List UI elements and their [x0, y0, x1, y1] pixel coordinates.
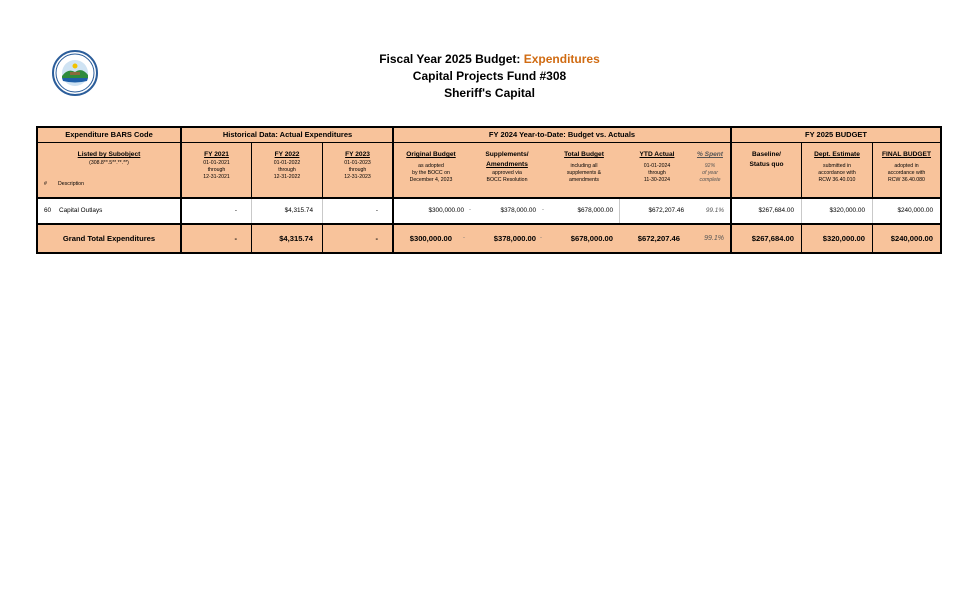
fund-title: Capital Projects Fund #308: [412, 69, 567, 83]
col-fy2022-title: FY 2022: [274, 151, 300, 158]
col-final-l2: accordance with: [887, 170, 926, 176]
col-fy2021-through: through: [207, 167, 226, 173]
department-title: Sheriff's Capital: [444, 86, 535, 100]
grand-fy2021: -: [234, 234, 237, 243]
col-fy2022-start: 01-01-2022: [273, 160, 301, 166]
col-supplements-title-b: Amendments: [486, 161, 528, 168]
col-final-l3: RCW 36.40.080: [888, 177, 925, 183]
col-dept-l1: submitted in: [823, 163, 851, 169]
expenditure-table: [36, 126, 942, 254]
col-ytd-l3: 11-30-2024: [643, 177, 671, 183]
col-supplements-header: [471, 150, 543, 184]
bars-subheader: [38, 150, 180, 167]
col-final-header: [873, 150, 940, 184]
col-pct-l3: complete: [699, 177, 721, 183]
col-fy2022-through: through: [278, 167, 296, 173]
col-final-title: FINAL BUDGET: [882, 151, 931, 158]
col-fy2022-end: 12-31-2022: [273, 174, 301, 180]
col-total-l2: supplements &: [566, 170, 602, 176]
group-fy2024: FY 2024 Year-to-Date: Budget vs. Actuals: [488, 130, 636, 139]
col-total-l3: amendments: [569, 177, 599, 183]
grand-original: $300,000.00: [409, 234, 452, 243]
col-fy2021-start: 01-01-2021: [203, 160, 230, 166]
col-baseline-header: [732, 150, 801, 170]
col-dept-l3: RCW 36.40.010: [818, 177, 856, 183]
bars-desc-label: Description: [58, 181, 84, 187]
row-pct-spent: 99.1%: [705, 207, 724, 214]
row-total: $678,000.00: [577, 207, 613, 214]
grand-baseline: $267,684.00: [751, 234, 794, 243]
grand-pct-spent: 99.1%: [704, 235, 724, 242]
page-title: [0, 51, 979, 68]
col-fy2021-header: [182, 150, 251, 181]
rule-under-groups: [38, 142, 940, 143]
col-pct-title: % Spent: [696, 151, 723, 158]
col-baseline-title-a: Baseline/: [752, 151, 781, 158]
title-prefix: Fiscal Year 2025 Budget:: [379, 52, 524, 66]
row-fy2021: -: [234, 207, 237, 214]
row-ytd: $672,207.46: [648, 207, 684, 214]
group-fy2025: FY 2025 BUDGET: [805, 130, 867, 139]
col-ytd-l1: 01-01-2024: [643, 163, 671, 169]
row-supplements: $378,000.00: [500, 207, 536, 214]
col-ytd-l2: through: [648, 170, 666, 176]
group-historical: Historical Data: Actual Expenditures: [222, 130, 353, 139]
col-supplements-title-a: Supplements/: [485, 151, 529, 158]
row-original: $300,000.00: [428, 207, 464, 214]
grand-total-label: Grand Total Expenditures: [62, 234, 156, 243]
col-original-l3: December 4, 2023: [409, 177, 453, 183]
col-dept-header: [802, 150, 872, 184]
col-ytd-title: YTD Actual: [639, 151, 675, 158]
row-dept-estimate: $320,000.00: [829, 207, 865, 214]
row-fy2022: $4,315.74: [284, 207, 313, 214]
col-original-l2: by the BOCC on: [412, 170, 450, 176]
col-total-title: Total Budget: [564, 151, 604, 158]
bars-heading: Listed by Subobject: [77, 151, 141, 158]
bars-pattern: (308.8**.5**.**.**): [89, 160, 129, 166]
bars-hash: #: [44, 181, 47, 187]
col-fy2021-title: FY 2021: [204, 151, 229, 158]
col-fy2022-header: [252, 150, 322, 181]
group-bars-code: Expenditure BARS Code: [65, 130, 153, 139]
col-supplements-l2: BOCC Resolution: [486, 177, 528, 183]
col-fy2023-header: [323, 150, 392, 181]
col-dept-l2: accordance with: [818, 170, 856, 176]
col-final-l1: adopted in: [894, 163, 919, 169]
rule-under-header: [38, 197, 940, 199]
col-original-l1: as adopted: [418, 163, 444, 169]
row-total-sign: -: [542, 207, 544, 213]
col-fy2023-title: FY 2023: [345, 151, 370, 158]
row-fy2023: -: [375, 207, 378, 214]
rule-under-row: [38, 223, 940, 225]
col-baseline-title-b: Status quo: [749, 161, 784, 168]
grand-final-budget: $240,000.00: [890, 234, 933, 243]
grand-supp-sign: -: [463, 235, 465, 241]
col-pct-header: [690, 150, 730, 184]
col-supplements-l1: approved via: [492, 170, 522, 176]
title-accent: Expenditures: [523, 52, 600, 66]
row-code: 60: [44, 207, 52, 214]
grand-fy2022: $4,315.74: [279, 234, 313, 243]
col-original-header: [395, 150, 467, 184]
grand-total-budget: $678,000.00: [570, 234, 613, 243]
row-baseline: $267,684.00: [758, 207, 794, 214]
row-final-budget: $240,000.00: [897, 207, 933, 214]
grand-supplements: $378,000.00: [493, 234, 536, 243]
col-fy2023-through: through: [348, 167, 367, 173]
grand-fy2023: -: [375, 234, 378, 243]
grand-total-sign: -: [540, 235, 542, 241]
row-supp-sign: -: [469, 207, 471, 213]
col-dept-title: Dept. Estimate: [814, 151, 860, 158]
col-fy2023-start: 01-01-2023: [344, 160, 371, 166]
row-description: Capital Outlays: [59, 207, 103, 214]
grand-ytd: $672,207.46: [637, 234, 680, 243]
col-fy2023-end: 12-31-2023: [344, 174, 371, 180]
col-fy2021-end: 12-31-2021: [203, 174, 230, 180]
col-original-title: Original Budget: [406, 151, 456, 158]
grand-dept-estimate: $320,000.00: [822, 234, 865, 243]
document-title-block: [0, 51, 979, 102]
col-pct-l2: of year: [702, 170, 718, 176]
col-total-l1: including all: [570, 163, 598, 169]
col-ytd-header: [623, 150, 691, 184]
col-pct-l1: 92%: [704, 163, 716, 169]
col-total-header: [548, 150, 620, 184]
